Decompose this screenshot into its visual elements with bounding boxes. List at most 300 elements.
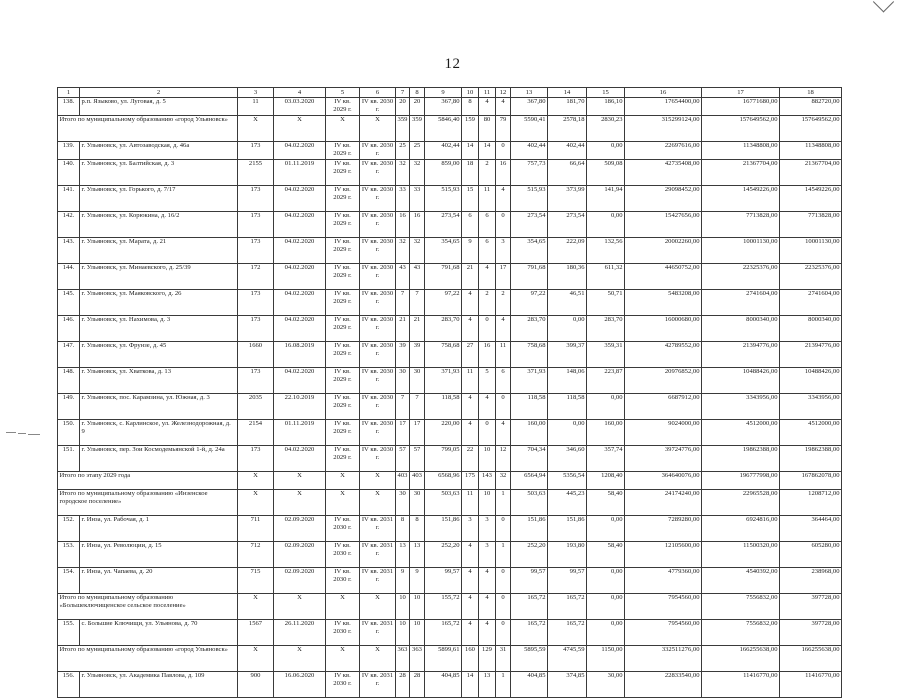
cell-col-9: 367,80: [425, 98, 462, 116]
cell-col-11: 6: [479, 212, 496, 238]
column-number-6: 6: [360, 88, 396, 98]
cell-col-7: 17: [396, 420, 410, 446]
cell-col-1: 156.: [58, 672, 80, 698]
cell-col-11: 3: [479, 516, 496, 542]
column-number-7: 7: [396, 88, 410, 98]
cell-col-4: 04.02.2020: [274, 446, 326, 472]
cell-col-11: 5: [479, 368, 496, 394]
cell-col-1: 151.: [58, 446, 80, 472]
cell-col-4: 01.11.2019: [274, 420, 326, 446]
cell-col-8: 30: [410, 490, 425, 516]
cell-col-6: IV кв. 2030 г.: [360, 420, 396, 446]
cell-col-9: 273,54: [425, 212, 462, 238]
cell-col-3: 172: [238, 264, 274, 290]
table-row: [58, 516, 842, 542]
cell-col-18: 397728,00: [780, 620, 842, 646]
cell-col-5: IV кв. 2030 г.: [326, 672, 360, 698]
cell-col-14: 148,06: [548, 368, 587, 394]
cell-col-6: IV кв. 2031 г.: [360, 542, 396, 568]
cell-col-4: X: [274, 646, 326, 672]
cell-col-16: 6687912,00: [625, 394, 702, 420]
cell-col-6: X: [360, 646, 396, 672]
cell-col-1: 145.: [58, 290, 80, 316]
table-row: [58, 212, 842, 238]
cell-col-6: IV кв. 2030 г.: [360, 394, 396, 420]
column-number-3: 3: [238, 88, 274, 98]
cell-col-4: 04.02.2020: [274, 186, 326, 212]
cell-col-8: 43: [410, 264, 425, 290]
cell-col-14: 2578,18: [548, 116, 587, 142]
cell-col-12: 4: [496, 316, 511, 342]
cell-col-18: 11416770,00: [780, 672, 842, 698]
cell-col-1: 140.: [58, 160, 80, 186]
cell-col-15: 509,08: [587, 160, 625, 186]
cell-col-13: 165,72: [511, 620, 548, 646]
cell-col-13: 402,44: [511, 142, 548, 160]
cell-col-13: 354,65: [511, 238, 548, 264]
cell-col-12: 0: [496, 516, 511, 542]
cell-col-1: 143.: [58, 238, 80, 264]
cell-col-10: 4: [462, 394, 479, 420]
cell-col-7: 30: [396, 490, 410, 516]
cell-col-3: X: [238, 490, 274, 516]
cell-col-10: 21: [462, 264, 479, 290]
cell-col-12: 12: [496, 446, 511, 472]
cell-col-15: 1150,00: [587, 646, 625, 672]
cell-col-11: 4: [479, 264, 496, 290]
address-cell: г. Ульяновск, ул. Автозаводская, д. 46а: [80, 142, 238, 160]
column-number-12: 12: [496, 88, 511, 98]
cell-col-15: 357,74: [587, 446, 625, 472]
cell-col-11: 3: [479, 542, 496, 568]
cell-col-6: IV кв. 2030 г.: [360, 212, 396, 238]
cell-col-16: 22697616,00: [625, 142, 702, 160]
table-row: [58, 98, 842, 116]
cell-col-17: 4512000,00: [702, 420, 780, 446]
cell-col-1: 142.: [58, 212, 80, 238]
cell-col-18: 10488426,00: [780, 368, 842, 394]
cell-col-13: 160,00: [511, 420, 548, 446]
cell-col-3: X: [238, 116, 274, 142]
address-cell: г. Ульяновск, ул. Минаевского, д. 25/39: [80, 264, 238, 290]
subtotal-label: Итого по муниципальному образованию «Большеключищенское сельское поселение»: [58, 594, 238, 620]
cell-col-18: 14549226,00: [780, 186, 842, 212]
cell-col-12: 4: [496, 186, 511, 212]
cell-col-4: 02.09.2020: [274, 542, 326, 568]
cell-col-4: 02.09.2020: [274, 516, 326, 542]
cell-col-14: 399,37: [548, 342, 587, 368]
cell-col-3: X: [238, 646, 274, 672]
address-cell: г. Ульяновск, ул. Марата, д. 21: [80, 238, 238, 264]
cell-col-7: 363: [396, 646, 410, 672]
cell-col-5: IV кв. 2029 г.: [326, 98, 360, 116]
cell-col-11: 4: [479, 98, 496, 116]
cell-col-10: 15: [462, 186, 479, 212]
cell-col-14: 151,86: [548, 516, 587, 542]
cell-col-11: 14: [479, 142, 496, 160]
table-row: [58, 290, 842, 316]
address-cell: г. Ульяновск, ул. Корюкина, д. 16/2: [80, 212, 238, 238]
subtotal-label: Итого по этапу 2029 года: [58, 472, 238, 490]
cell-col-1: 152.: [58, 516, 80, 542]
cell-col-9: 354,65: [425, 238, 462, 264]
cell-col-13: 99,57: [511, 568, 548, 594]
cell-col-18: 238968,00: [780, 568, 842, 594]
cell-col-3: 1660: [238, 342, 274, 368]
cell-col-3: 173: [238, 446, 274, 472]
cell-col-7: 32: [396, 160, 410, 186]
cell-col-5: X: [326, 472, 360, 490]
cell-col-5: X: [326, 646, 360, 672]
cell-col-18: 19862388,00: [780, 446, 842, 472]
cell-col-14: 222,09: [548, 238, 587, 264]
cell-col-13: 5590,41: [511, 116, 548, 142]
cell-col-9: 151,86: [425, 516, 462, 542]
cell-col-16: 16000680,00: [625, 316, 702, 342]
cell-col-6: X: [360, 594, 396, 620]
cell-col-17: 196777998,00: [702, 472, 780, 490]
cell-col-13: 367,80: [511, 98, 548, 116]
cell-col-15: 359,31: [587, 342, 625, 368]
cell-col-12: 4: [496, 98, 511, 116]
cell-col-11: 4: [479, 394, 496, 420]
cell-col-15: 0,00: [587, 620, 625, 646]
cell-col-17: 11500320,00: [702, 542, 780, 568]
cell-col-15: 2830,23: [587, 116, 625, 142]
cell-col-17: 10488426,00: [702, 368, 780, 394]
cell-col-17: 7713828,00: [702, 212, 780, 238]
address-cell: г. Ульяновск, ул. Нахимова, д. 3: [80, 316, 238, 342]
margin-pencil-marks: [6, 428, 42, 440]
cell-col-8: 30: [410, 368, 425, 394]
cell-col-8: 21: [410, 316, 425, 342]
cell-col-16: 15427656,00: [625, 212, 702, 238]
cell-col-9: 5846,40: [425, 116, 462, 142]
cell-col-16: 44650752,00: [625, 264, 702, 290]
cell-col-15: 132,56: [587, 238, 625, 264]
cell-col-12: 6: [496, 368, 511, 394]
cell-col-6: IV кв. 2030 г.: [360, 342, 396, 368]
cell-col-14: 180,36: [548, 264, 587, 290]
cell-col-16: 42789552,00: [625, 342, 702, 368]
cell-col-12: 0: [496, 394, 511, 420]
cell-col-14: 5356,54: [548, 472, 587, 490]
table-row: [58, 342, 842, 368]
cell-col-13: 503,63: [511, 490, 548, 516]
cell-col-15: 141,94: [587, 186, 625, 212]
cell-col-4: 03.03.2020: [274, 98, 326, 116]
address-cell: г. Ульяновск, пос. Карамзина, ул. Южная, д. 3: [80, 394, 238, 420]
table-row: [58, 420, 842, 446]
cell-col-5: IV кв. 2029 г.: [326, 238, 360, 264]
cell-col-3: X: [238, 472, 274, 490]
cell-col-10: 6: [462, 212, 479, 238]
cell-col-15: 58,40: [587, 490, 625, 516]
table-row: [58, 568, 842, 594]
column-number-10: 10: [462, 88, 479, 98]
cell-col-16: 42735408,00: [625, 160, 702, 186]
cell-col-8: 7: [410, 394, 425, 420]
cell-col-8: 57: [410, 446, 425, 472]
cell-col-15: 283,70: [587, 316, 625, 342]
cell-col-14: 374,85: [548, 672, 587, 698]
cell-col-12: 1: [496, 672, 511, 698]
cell-col-4: X: [274, 490, 326, 516]
cell-col-13: 757,73: [511, 160, 548, 186]
cell-col-12: 0: [496, 568, 511, 594]
cell-col-9: 252,20: [425, 542, 462, 568]
column-number-1: 1: [58, 88, 80, 98]
cell-col-10: 4: [462, 568, 479, 594]
cell-col-7: 359: [396, 116, 410, 142]
cell-col-7: 33: [396, 186, 410, 212]
cell-col-18: 166255638,00: [780, 646, 842, 672]
cell-col-15: 0,00: [587, 594, 625, 620]
column-number-13: 13: [511, 88, 548, 98]
cell-col-7: 8: [396, 516, 410, 542]
cell-col-15: 50,71: [587, 290, 625, 316]
cell-col-3: X: [238, 594, 274, 620]
address-cell: г. Ульяновск, ул. Горького, д. 7/17: [80, 186, 238, 212]
cell-col-3: 173: [238, 142, 274, 160]
cell-col-6: X: [360, 116, 396, 142]
cell-col-14: 445,23: [548, 490, 587, 516]
address-cell: г. Ульяновск, ул. Балтийская, д. 3: [80, 160, 238, 186]
cell-col-5: IV кв. 2029 г.: [326, 368, 360, 394]
table-row: [58, 186, 842, 212]
subtotal-label: Итого по муниципальному образованию «Инзенское городское поселение»: [58, 490, 238, 516]
cell-col-7: 57: [396, 446, 410, 472]
cell-col-1: 149.: [58, 394, 80, 420]
cell-col-14: 66,64: [548, 160, 587, 186]
cell-col-12: 16: [496, 160, 511, 186]
cell-col-16: 29098452,00: [625, 186, 702, 212]
cell-col-17: 16771680,00: [702, 98, 780, 116]
cell-col-8: 20: [410, 98, 425, 116]
cell-col-14: 0,00: [548, 420, 587, 446]
cell-col-8: 16: [410, 212, 425, 238]
cell-col-14: 193,80: [548, 542, 587, 568]
cell-col-13: 283,70: [511, 316, 548, 342]
cell-col-16: 5483208,00: [625, 290, 702, 316]
cell-col-11: 4: [479, 594, 496, 620]
cell-col-7: 13: [396, 542, 410, 568]
cell-col-16: 9024000,00: [625, 420, 702, 446]
cell-col-16: 24174240,00: [625, 490, 702, 516]
cell-col-7: 43: [396, 264, 410, 290]
cell-col-9: 371,93: [425, 368, 462, 394]
cell-col-9: 165,72: [425, 620, 462, 646]
column-number-9: 9: [425, 88, 462, 98]
cell-col-16: 7954560,00: [625, 620, 702, 646]
cell-col-14: 181,70: [548, 98, 587, 116]
cell-col-5: IV кв. 2029 г.: [326, 160, 360, 186]
cell-col-18: 22325376,00: [780, 264, 842, 290]
cell-col-9: 97,22: [425, 290, 462, 316]
cell-col-13: 758,68: [511, 342, 548, 368]
address-cell: г. Ульяновск, ул. Академика Павлова, д. 109: [80, 672, 238, 698]
cell-col-11: 11: [479, 186, 496, 212]
cell-col-17: 21394776,00: [702, 342, 780, 368]
page-number: 12: [444, 56, 461, 72]
cell-col-14: 165,72: [548, 594, 587, 620]
cell-col-14: 373,99: [548, 186, 587, 212]
cell-col-4: 04.02.2020: [274, 142, 326, 160]
cell-col-10: 14: [462, 672, 479, 698]
cell-col-11: 4: [479, 620, 496, 646]
housing-register-table: [57, 87, 842, 698]
cell-col-5: IV кв. 2029 г.: [326, 264, 360, 290]
cell-col-17: 11348808,00: [702, 142, 780, 160]
cell-col-11: 0: [479, 316, 496, 342]
cell-col-10: 4: [462, 594, 479, 620]
cell-col-3: 2035: [238, 394, 274, 420]
cell-col-15: 223,87: [587, 368, 625, 394]
cell-col-18: 2741604,00: [780, 290, 842, 316]
cell-col-8: 33: [410, 186, 425, 212]
cell-col-15: 0,00: [587, 516, 625, 542]
cell-col-14: 99,57: [548, 568, 587, 594]
cell-col-8: 25: [410, 142, 425, 160]
cell-col-10: 175: [462, 472, 479, 490]
cell-col-7: 10: [396, 620, 410, 646]
column-number-15: 15: [587, 88, 625, 98]
table-row: [58, 620, 842, 646]
address-cell: г. Ульяновск, ул. Маяковского, д. 26: [80, 290, 238, 316]
cell-col-11: 143: [479, 472, 496, 490]
cell-col-8: 32: [410, 160, 425, 186]
cell-col-8: 7: [410, 290, 425, 316]
cell-col-12: 1: [496, 490, 511, 516]
cell-col-13: 791,68: [511, 264, 548, 290]
cell-col-16: 20002260,00: [625, 238, 702, 264]
cell-col-6: IV кв. 2030 г.: [360, 186, 396, 212]
cell-col-7: 32: [396, 238, 410, 264]
cell-col-9: 6568,96: [425, 472, 462, 490]
cell-col-10: 11: [462, 490, 479, 516]
cell-col-13: 5895,59: [511, 646, 548, 672]
cell-col-12: 17: [496, 264, 511, 290]
cell-col-15: 30,00: [587, 672, 625, 698]
cell-col-6: IV кв. 2031 г.: [360, 620, 396, 646]
cell-col-6: IV кв. 2030 г.: [360, 160, 396, 186]
cell-col-1: 150.: [58, 420, 80, 446]
cell-col-14: 346,60: [548, 446, 587, 472]
column-number-14: 14: [548, 88, 587, 98]
cell-col-6: IV кв. 2030 г.: [360, 142, 396, 160]
cell-col-16: 39724776,00: [625, 446, 702, 472]
cell-col-4: 04.02.2020: [274, 238, 326, 264]
table-row: [58, 394, 842, 420]
cell-col-7: 7: [396, 290, 410, 316]
cell-col-8: 13: [410, 542, 425, 568]
cell-col-6: X: [360, 472, 396, 490]
cell-col-4: 04.02.2020: [274, 264, 326, 290]
cell-col-9: 758,68: [425, 342, 462, 368]
cell-col-16: 20976852,00: [625, 368, 702, 394]
cell-col-18: 4512000,00: [780, 420, 842, 446]
cell-col-17: 11416770,00: [702, 672, 780, 698]
subtotal-row: [58, 472, 842, 490]
cell-col-11: 10: [479, 490, 496, 516]
cell-col-18: 3343956,00: [780, 394, 842, 420]
cell-col-12: 32: [496, 472, 511, 490]
cell-col-3: 173: [238, 212, 274, 238]
table-row: [58, 238, 842, 264]
cell-col-4: 02.09.2020: [274, 568, 326, 594]
cell-col-3: 1567: [238, 620, 274, 646]
cell-col-12: 79: [496, 116, 511, 142]
cell-col-9: 799,05: [425, 446, 462, 472]
cell-col-9: 118,58: [425, 394, 462, 420]
cell-col-5: IV кв. 2029 г.: [326, 420, 360, 446]
cell-col-1: 154.: [58, 568, 80, 594]
cell-col-13: 515,93: [511, 186, 548, 212]
column-number-2: 2: [80, 88, 238, 98]
cell-col-13: 704,34: [511, 446, 548, 472]
cell-col-4: 04.02.2020: [274, 290, 326, 316]
cell-col-4: 22.10.2019: [274, 394, 326, 420]
cell-col-7: 28: [396, 672, 410, 698]
table-row: [58, 672, 842, 698]
cell-col-9: 155,72: [425, 594, 462, 620]
address-cell: г. Ульяновск, ул. Хваткова, д. 13: [80, 368, 238, 394]
cell-col-17: 22325376,00: [702, 264, 780, 290]
address-cell: р.п. Языково, ул. Луговая, д. 5: [80, 98, 238, 116]
cell-col-6: IV кв. 2030 г.: [360, 290, 396, 316]
cell-col-8: 10: [410, 594, 425, 620]
cell-col-8: 39: [410, 342, 425, 368]
cell-col-4: 16.06.2020: [274, 672, 326, 698]
cell-col-10: 3: [462, 516, 479, 542]
cell-col-14: 165,72: [548, 620, 587, 646]
cell-col-3: 173: [238, 186, 274, 212]
cell-col-17: 157649562,00: [702, 116, 780, 142]
cell-col-1: 144.: [58, 264, 80, 290]
cell-col-9: 402,44: [425, 142, 462, 160]
cell-col-7: 20: [396, 98, 410, 116]
cell-col-13: 273,54: [511, 212, 548, 238]
column-number-16: 16: [625, 88, 702, 98]
cell-col-9: 404,85: [425, 672, 462, 698]
cell-col-5: X: [326, 490, 360, 516]
cell-col-18: 11348808,00: [780, 142, 842, 160]
cell-col-3: 2154: [238, 420, 274, 446]
cell-col-7: 10: [396, 594, 410, 620]
cell-col-14: 0,00: [548, 316, 587, 342]
cell-col-18: 364464,00: [780, 516, 842, 542]
cell-col-11: 129: [479, 646, 496, 672]
cell-col-1: 147.: [58, 342, 80, 368]
address-cell: г. Инза, ул. Чапаева, д. 20: [80, 568, 238, 594]
cell-col-3: 173: [238, 290, 274, 316]
cell-col-7: 9: [396, 568, 410, 594]
cell-col-1: 155.: [58, 620, 80, 646]
cell-col-12: 0: [496, 620, 511, 646]
cell-col-11: 0: [479, 420, 496, 446]
cell-col-18: 167862078,00: [780, 472, 842, 490]
cell-col-13: 151,86: [511, 516, 548, 542]
cell-col-3: 2155: [238, 160, 274, 186]
cell-col-4: 04.02.2020: [274, 316, 326, 342]
subtotal-row: [58, 646, 842, 672]
cell-col-3: 11: [238, 98, 274, 116]
cell-col-16: 4779360,00: [625, 568, 702, 594]
cell-col-3: 173: [238, 316, 274, 342]
subtotal-row: [58, 116, 842, 142]
address-cell: г. Инза, ул. Рабочая, д. 1: [80, 516, 238, 542]
cell-col-11: 2: [479, 160, 496, 186]
